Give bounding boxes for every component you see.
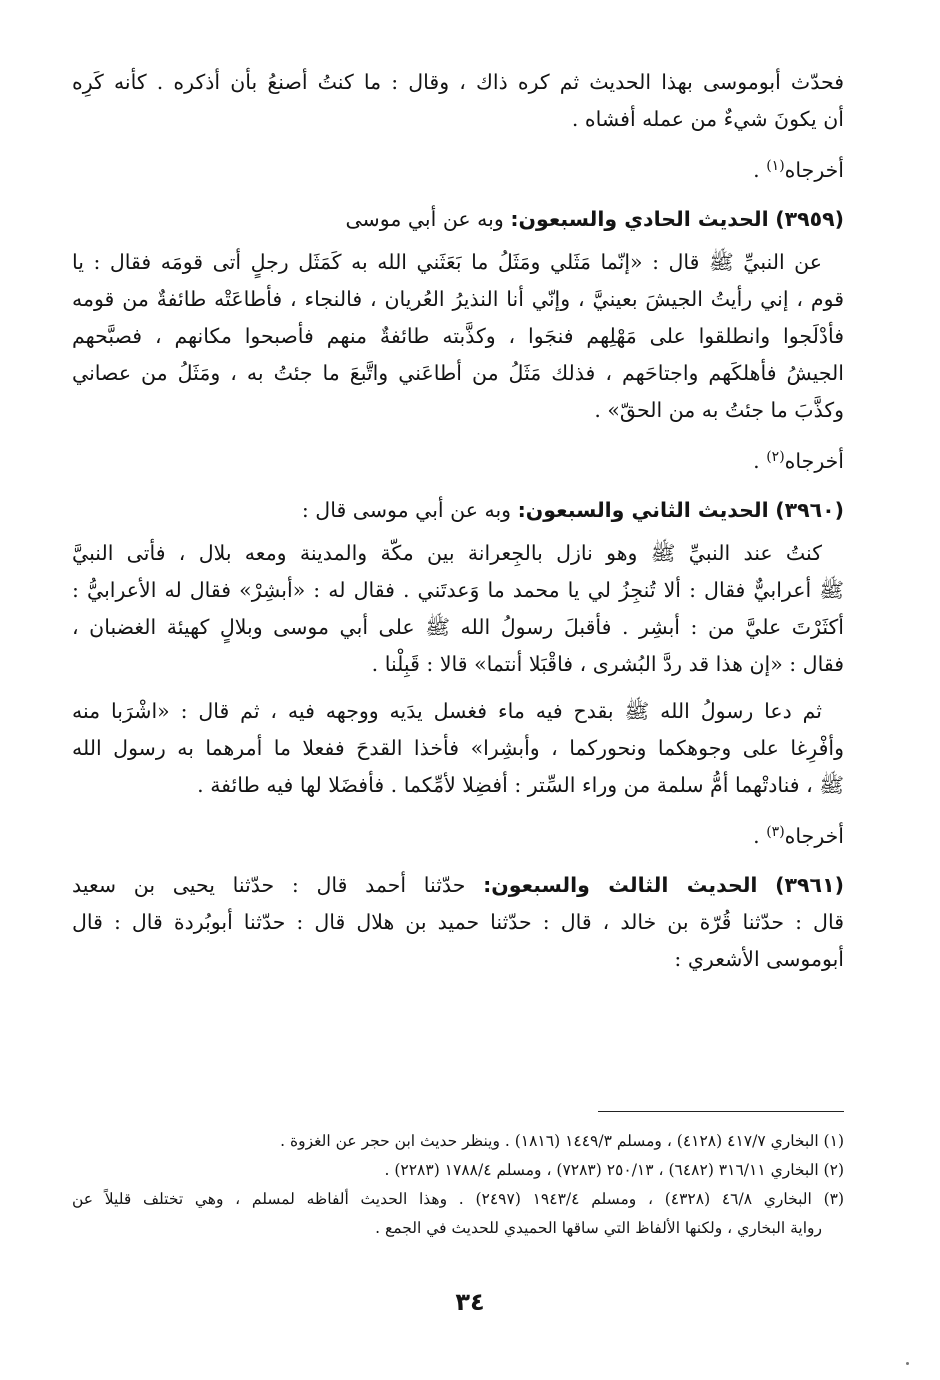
takhrij-label: أخرجاه bbox=[784, 449, 844, 473]
hadith-heading bbox=[72, 492, 844, 529]
text-line: أكثَرْتَ عليَّ من : أبشِر . فأقبلَ رسولُ الله ﷺ على أبي موسى وبلالٍ كهيئة الغضبان ، bbox=[72, 615, 844, 639]
text-line: وكذَّبَ ما جئتُ به من الحقّ» . bbox=[594, 398, 844, 422]
hadith-text bbox=[72, 535, 844, 683]
hadith-chain: وبه عن أبي موسى قال : bbox=[301, 498, 512, 522]
page-number: ٣٤ bbox=[455, 1288, 485, 1316]
footnote-1: (١) البخاري ٤١٧/٧ (٤١٢٨) ، ومسلم ١٤٤٩/٣ (١٨١٦) . وينظر حديث ابن حجر عن الغزوة . bbox=[280, 1132, 844, 1150]
text-line: ثم دعا رسولُ الله ﷺ بقدح فيه ماء فغسل يدَيه ووجهه فيه ، ثم قال : «اشْرَبا منه bbox=[72, 699, 822, 723]
footnote-2: (٢) البخاري ٣١٦/١١ (٦٤٨٢) ، ٢٥٠/١٣ (٧٢٨٣) ، ومسلم ١٧٨٨/٤ (٢٢٨٣) . bbox=[384, 1161, 844, 1179]
hadith-title: الحديث الثالث والسبعون: bbox=[483, 873, 758, 897]
main-text bbox=[72, 64, 844, 978]
text-line: عن النبيِّ ﷺ قال : «إنّما مَثَلي ومَثَلُ ما بَعَثَني الله به كَمَثَل رجلٍ أتى قومَه فقال : يا bbox=[72, 250, 822, 274]
footnote-mark[interactable]: (٢) bbox=[766, 449, 785, 465]
text-line: فحدّث أبوموسى بهذا الحديث ثم كره ذاك ، وقال : ما كنتُ أصنعُ بأن أذكره . كأنه كَرِه bbox=[72, 70, 844, 94]
hadith-chain: حدّثنا أحمد قال : حدّثنا يحيى بن سعيد bbox=[72, 873, 466, 897]
footnote-mark[interactable]: (٣) bbox=[766, 824, 785, 840]
takhrij-label: أخرجاه bbox=[784, 824, 844, 848]
footnote-separator bbox=[598, 1111, 844, 1112]
text-line: أبوموسى الأشعري : bbox=[674, 947, 844, 971]
takhrij-label: أخرجاه bbox=[784, 158, 844, 182]
hadith-number: (٣٩٦٠) bbox=[775, 498, 844, 522]
text-line: فقال : «إن هذا قد ردَّ البُشرى ، فاقْبَلا أنتما» قالا : قَبِلْنا . bbox=[371, 652, 844, 676]
hadith-text bbox=[72, 244, 844, 429]
hadith-number: (٣٩٦١) bbox=[775, 873, 844, 897]
footnote-mark[interactable]: (١) bbox=[766, 158, 785, 174]
hadith-chain: وبه عن أبي موسى bbox=[345, 207, 504, 231]
takhrij-line: أخرجاه$^{(٢)}$ . bbox=[753, 449, 844, 473]
text-line: كنتُ عند النبيِّ ﷺ وهو نازل بالجِعرانة بين مكّة والمدينة ومعه بلال ، فأتى النبيَّ bbox=[72, 541, 822, 565]
hadith-heading bbox=[72, 201, 844, 238]
text-line: أن يكونَ شيءٌ من عمله أفشاه . bbox=[571, 107, 844, 131]
text-line: الجيشُ فأهلكَهم واجتاحَهم ، فذلك مَثَلُ من أطاعَني واتَّبعَ ما جئتُ به ، ومَثَلُ من عصاني bbox=[72, 361, 844, 385]
takhrij-line: أخرجاه$^{(٣)}$ . bbox=[753, 824, 844, 848]
text-line: قال : حدّثنا قُرّة بن خالد ، قال : حدّثنا حميد بن هلال قال : حدّثنا أبوبُردة قال : قال bbox=[72, 910, 844, 934]
hadith-title: الحديث الثاني والسبعون: bbox=[517, 498, 769, 522]
hadith-heading bbox=[72, 867, 844, 904]
text-line: وأفْرِغا على وجوهكما ونحوركما ، وأبشِرا» فأخذا القدحَ ففعلا ما أمرهما به رسول الله bbox=[72, 736, 844, 760]
footnote-3: (٣) البخاري ٤٦/٨ (٤٣٢٨) ، ومسلم ١٩٤٣/٤ (٢٤٩٧) . وهذا الحديث ألفاظه لمسلم ، وهي تختلف قليلاً عن bbox=[72, 1190, 845, 1208]
hadith-text bbox=[72, 693, 844, 804]
text-line: قوم ، إني رأيتُ الجيشَ بعينيَّ ، وإنّي أنا النذيرُ العُريان ، فالنجاء ، فأطاعَتْه طائفةٌ من قومه bbox=[72, 287, 844, 311]
hadith-title: الحديث الحادي والسبعون: bbox=[510, 207, 769, 231]
scan-speck bbox=[906, 1362, 909, 1365]
footnote-3-continued: رواية البخاري ، ولكنها الألفاظ التي ساقها الحميدي للحديث في الجمع . bbox=[375, 1219, 822, 1237]
text-line: ﷺ ، فنادتْهما أمُّ سلمة من وراء السِّتر : أفضِلا لأمِّكما . فأفضَلا لها فيه طائفة . bbox=[197, 773, 844, 797]
text-line: ﷺ أعرابيٌّ فقال : ألا تُنجِزُ لي يا محمد ما وَعدتَني . فقال له : «أبشِرْ» فقال له الأعرابيُّ : bbox=[72, 578, 844, 602]
intro-paragraph bbox=[72, 64, 844, 138]
text-line: فأدْلَجوا وانطلقوا على مَهْلِهم فنجَوا ، وكذَّبته طائفةٌ منهم فأصبحوا مكانهم ، فصبَّحهم bbox=[72, 324, 844, 348]
footnotes bbox=[72, 1127, 844, 1243]
hadith-number: (٣٩٥٩) bbox=[775, 207, 844, 231]
takhrij-line: أخرجاه$^{(١)}$ . bbox=[753, 158, 844, 182]
